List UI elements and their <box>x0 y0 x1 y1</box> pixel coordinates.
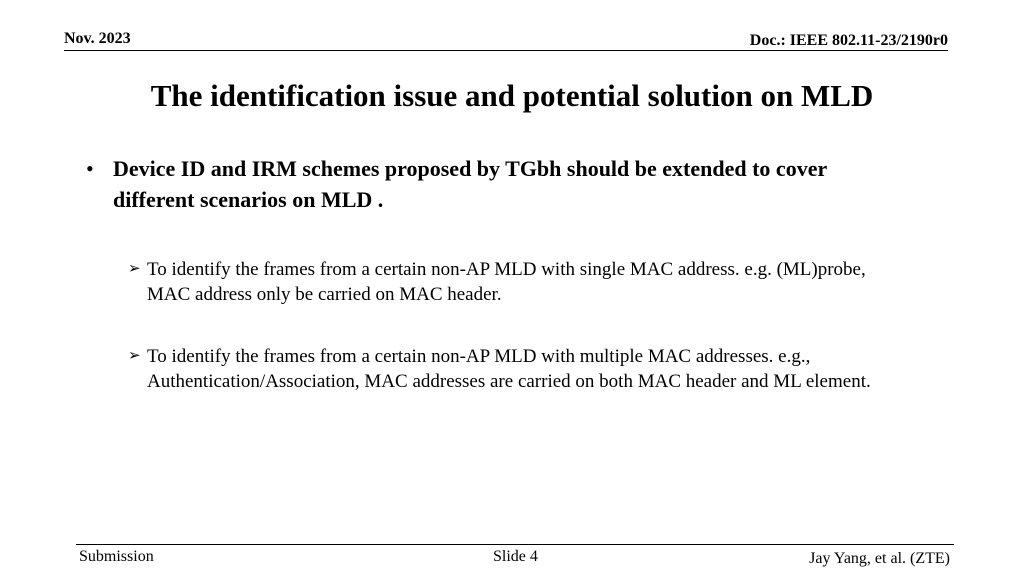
main-bullet-text: Device ID and IRM schemes proposed by TGbh should be extended to cover different scenarios on MLD . <box>113 156 827 212</box>
footer-rule <box>76 544 954 545</box>
bullet-dot-icon: • <box>86 156 94 181</box>
sub-bullet-1 <box>128 257 908 307</box>
footer-submission: Submission <box>79 548 154 565</box>
arrow-bullet-icon: ➢ <box>128 348 141 364</box>
header-date: Nov. 2023 <box>64 30 131 47</box>
footer-slide-number: Slide 4 <box>493 548 538 565</box>
sub-bullet-2 <box>128 344 908 394</box>
arrow-bullet-icon: ➢ <box>128 261 141 277</box>
footer-author: Jay Yang, et al. (ZTE) <box>809 550 950 567</box>
sub-bullet-text: To identify the frames from a certain non-AP MLD with single MAC address. e.g. (ML)probe, MAC address only be carried on MAC header. <box>147 259 866 305</box>
header-doc-number: Doc.: IEEE 802.11-23/2190r0 <box>749 32 948 49</box>
main-bullet <box>86 153 886 215</box>
header-rule <box>64 50 948 51</box>
slide-title: The identification issue and potential solution on MLD <box>150 78 874 113</box>
sub-bullet-text: To identify the frames from a certain non-AP MLD with multiple MAC addresses. e.g., Authentication/Association, MAC addresses are carried on both MAC header and ML element. <box>147 346 871 392</box>
